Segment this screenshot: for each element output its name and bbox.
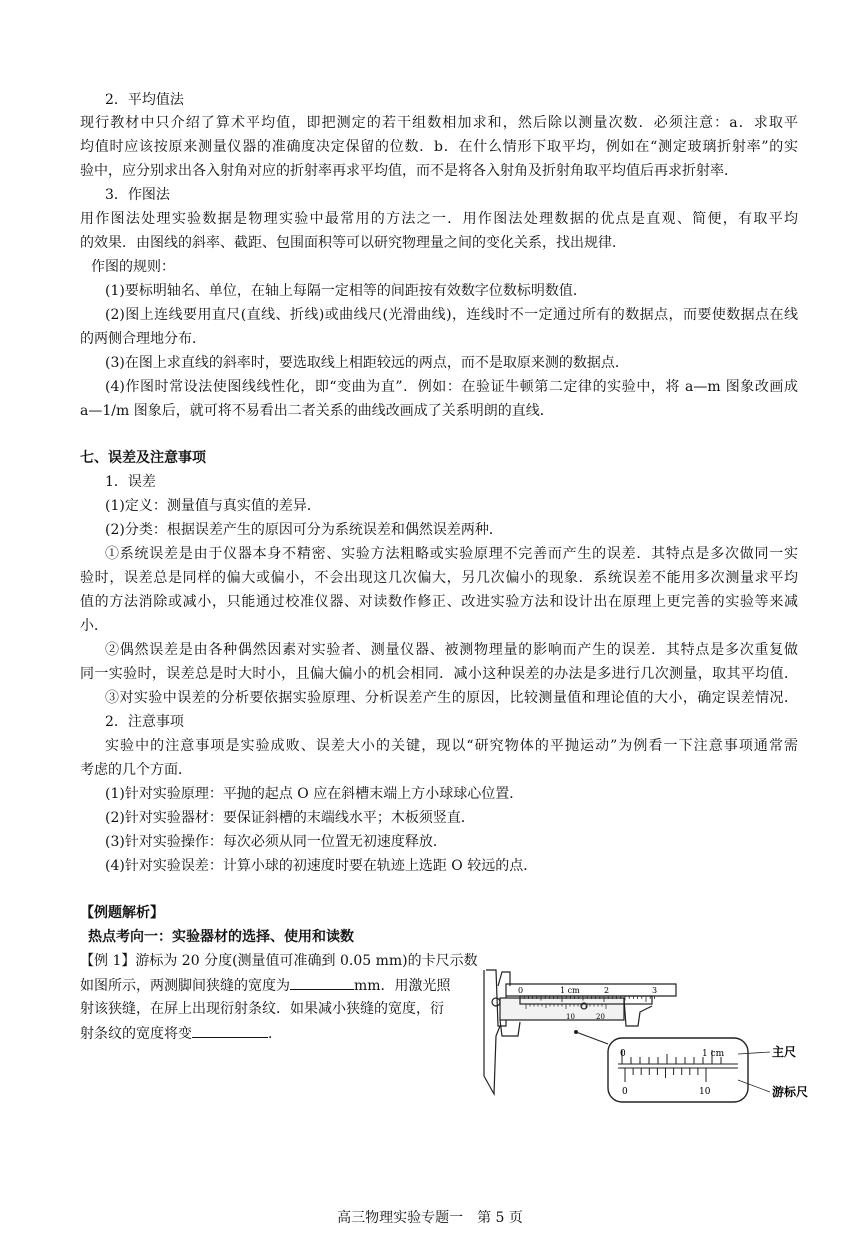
example-text: mm．用激光照: [354, 978, 451, 994]
note-item: (3)针对实验操作：每次必须从同一位置无初速度释放．: [105, 834, 447, 850]
answer-blank-width[interactable]: [290, 975, 354, 990]
paragraph-line: 现行教材中只介绍了算术平均值，即把测定的若干组数相加求和，然后除以测量次数．必须注意：a．求取平: [80, 115, 798, 131]
paragraph-line: ②偶然误差是由各种偶然因素对实验者、测量仪器、被测物理量的影响而产生的误差．其特点是多次重复做: [105, 642, 798, 658]
body-cm-label: 1 cm: [560, 986, 580, 995]
zoom-point: [574, 1030, 578, 1034]
zoom-connector: [576, 1032, 608, 1044]
paragraph-line: 用作图法处理实验数据是物理实验中最常用的方法之一．用作图法处理数据的优点是直观、简便，有取平均: [80, 211, 798, 227]
paragraph-line: 值的方法消除或减小，只能通过校准仪器、对读数作修正、改进实验方法和设计出在原理上更完善的实验等来减: [80, 594, 798, 610]
paragraph-line: 的效果．由图线的斜率、截距、包围面积等可以研究物理量之间的变化关系，找出规律．: [80, 235, 626, 251]
paragraph-line: 验中，应分别求出各入射角对应的折射率再求平均值，而不是将各入射角及折射角取平均值后再求折射率．: [80, 163, 738, 179]
main-cm-label: 1 cm: [702, 1049, 725, 1059]
vernier-caliper-figure: [476, 966, 818, 1108]
paragraph-line: 均值时应该按原来测量仪器的准确度决定保留的位数．b．在什么情形下取平均，例如在“测定玻璃折射率”的实: [80, 139, 798, 155]
rule-item: (4)作图时常设法使图线线性化，即“变曲为直”．例如：在验证牛顿第二定律的实验中，将 a—m 图象改画成: [105, 379, 798, 395]
note-item: (2)针对实验器材：要保证斜槽的末端线水平；木板须竖直．: [105, 810, 475, 826]
error-title: 1．误差: [105, 474, 156, 490]
paragraph-line: 同一实验时，误差总是时大时小，且偏大偏小的机会相同．减小这种误差的办法是多进行几次测量，取其平均值．: [80, 666, 798, 682]
example-text: 如图所示，两测脚间狭缝的宽度为: [80, 978, 290, 994]
example-line: [80, 1023, 282, 1044]
section-2-title: 2．平均值法: [105, 92, 184, 108]
hot-topic-title: 热点考向一：实验器材的选择、使用和读数: [88, 929, 354, 945]
paragraph-line: 验时，误差总是同样的偏大或偏小，不会出现这几次偏大，另几次偏小的现象．系统误差不能用多次测量求平均: [80, 570, 798, 586]
page-footer: 高三物理实验专题一 第 5 页: [337, 1210, 523, 1226]
example-text: 射条纹的宽度将变: [80, 1026, 192, 1042]
answer-blank-fringe[interactable]: [192, 1023, 268, 1038]
section-7-heading: 七、误差及注意事项: [80, 450, 206, 466]
vernier-scale-label: 游标尺: [772, 1085, 809, 1099]
paragraph-line: 考虑的几个方面．: [80, 762, 192, 778]
body-zero-label: 0: [518, 986, 524, 995]
rule-item: (1)要标明轴名、单位，在轴上每隔一定相等的间距按有效数字位数标明数值．: [105, 283, 587, 299]
paragraph-line: ③对实验中误差的分析要依据实验原理、分析误差产生的原因，比较测量值和理论值的大小，确定误差情况．: [105, 690, 798, 706]
rule-item-cont: 的两侧合理地分布．: [80, 331, 206, 347]
error-classification: (2)分类：根据误差产生的原因可分为系统误差和偶然误差两种．: [105, 522, 503, 538]
paragraph-line: 小．: [80, 618, 108, 634]
vernier-zero-label: 0: [622, 1087, 628, 1097]
example-line: 射该狭缝，在屏上出现衍射条纹．如果减小狭缝的宽度，衍: [80, 1001, 444, 1017]
rule-item-cont: a—1/m 图象后，就可将不易看出二者关系的曲线改画成了关系明朗的直线．: [80, 403, 554, 419]
vernier-ten-label: 10: [699, 1087, 711, 1097]
body-three-label: 3: [652, 986, 658, 995]
note-item: (1)针对实验原理：平抛的起点 O 应在斜槽末端上方小球球心位置．: [105, 786, 524, 802]
main-scale-label: 主尺: [772, 1045, 797, 1059]
body-ten-label: 10: [566, 1013, 575, 1021]
example-heading: 【例题解析】: [80, 905, 164, 921]
example-line: [80, 975, 451, 996]
rule-item: (3)在图上求直线的斜率时，要选取线上相距较远的两点，而不是取原来测的数据点．: [105, 355, 629, 371]
rule-item: (2)图上连线要用直尺(直线、折线)或曲线尺(光滑曲线)，连线时不一定通过所有的数据点，而要使数据点在线: [105, 307, 798, 323]
body-twenty-label: 20: [596, 1013, 605, 1021]
section-3-title: 3．作图法: [105, 187, 170, 203]
error-definition: (1)定义：测量值与真实值的差异．: [105, 498, 321, 514]
example-text: ．: [268, 1026, 282, 1042]
body-two-label: 2: [604, 986, 610, 995]
plot-rules-title: 作图的规则：: [91, 259, 175, 275]
paragraph-line: 实验中的注意事项是实验成败、误差大小的关键，现以“研究物体的平抛运动”为例看一下注意事项通常需: [105, 738, 798, 754]
note-item: (4)针对实验误差：计算小球的初速度时要在轨迹上选距 O 较远的点．: [105, 858, 538, 874]
paragraph-line: ①系统误差是由于仪器本身不精密、实验方法粗略或实验原理不完善而产生的误差．其特点是多次做同一实: [105, 546, 798, 562]
magnified-view: [608, 1038, 748, 1102]
notes-title: 2．注意事项: [105, 714, 184, 730]
example-line: 【例 1】游标为 20 分度(测量值可准确到 0.05 mm)的卡尺示数: [80, 953, 478, 969]
main-zero-label: 0: [620, 1049, 626, 1059]
